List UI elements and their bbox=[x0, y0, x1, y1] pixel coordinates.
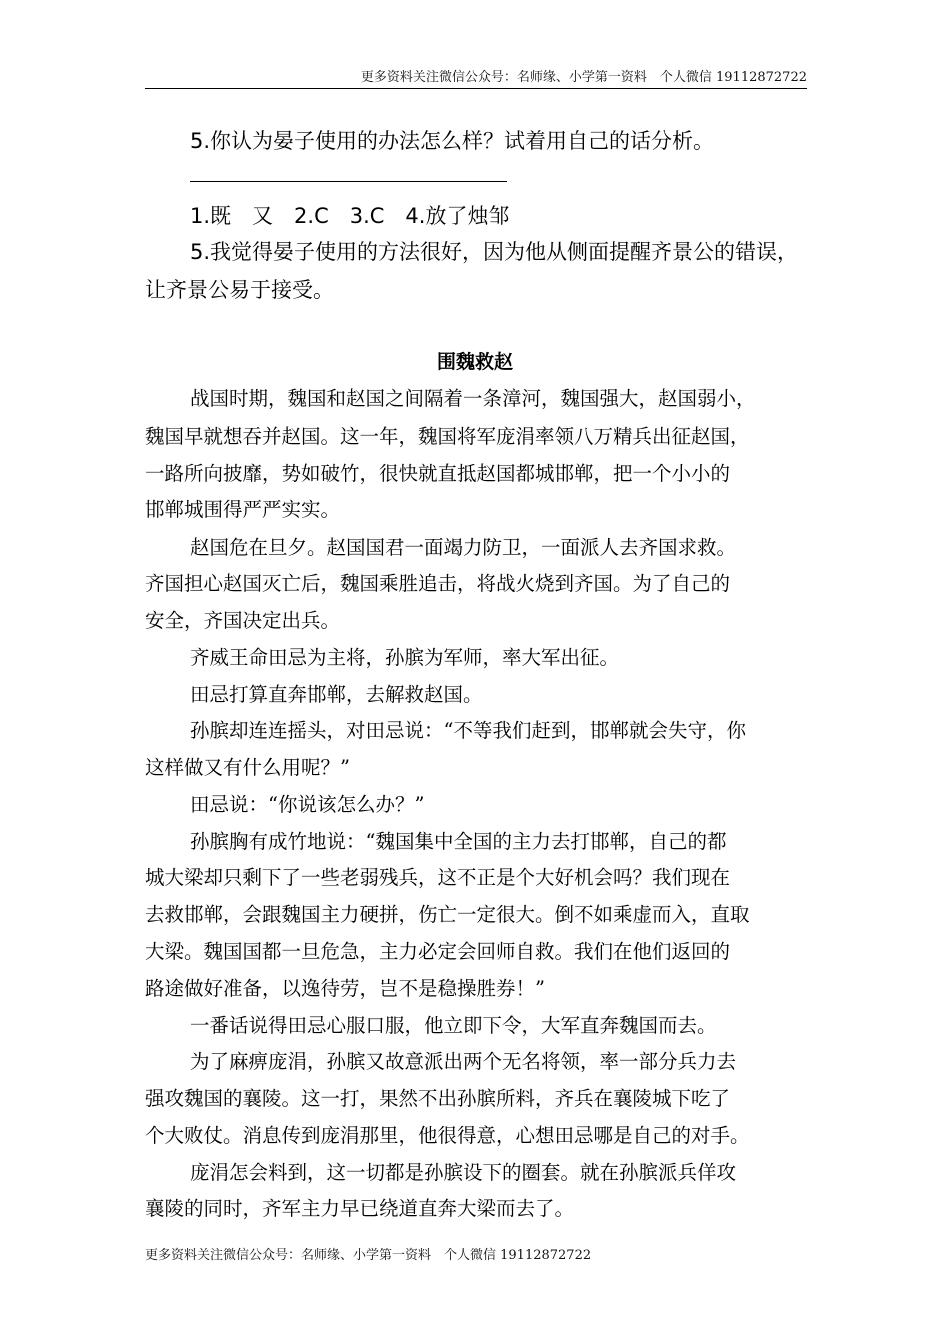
story-line: 孙膑却连连摇头，对田忌说：“不等我们赶到，邯郸就会失守，你 bbox=[190, 719, 746, 742]
story-line: 邯郸城围得严严实实。 bbox=[145, 498, 341, 521]
story-line: 一番话说得田忌心服口服，他立即下令，大军直奔魏国而去。 bbox=[190, 1014, 717, 1037]
story-line: 城大梁却只剩下了一些老弱残兵，这不正是个大好机会吗？我们现在 bbox=[145, 866, 731, 889]
header-text: 更多资料关注微信公众号：名师缘、小学第一资料 个人微信 19112872722 bbox=[360, 70, 807, 85]
story-line: 庞涓怎会料到，这一切都是孙膑设下的圈套。就在孙膑派兵佯攻 bbox=[190, 1161, 737, 1184]
question-5: 5.你认为晏子使用的办法怎么样？试着用自己的话分析。 bbox=[190, 129, 715, 153]
answer-blank-line bbox=[190, 181, 507, 182]
story-title: 围魏救赵 bbox=[436, 351, 513, 373]
story-line: 大梁。魏国国都一旦危急，主力必定会回师自救。我们在他们返回的 bbox=[145, 940, 731, 963]
page-footer: 更多资料关注微信公众号：名师缘、小学第一资料 个人微信 19112872722 bbox=[145, 1248, 592, 1263]
story-line: 魏国早就想吞并赵国。这一年，魏国将军庞涓率领八万精兵出征赵国， bbox=[145, 425, 750, 448]
story-line: 赵国危在旦夕。赵国国君一面竭力防卫，一面派人去齐国求救。 bbox=[190, 536, 737, 559]
story-line: 战国时期，魏国和赵国之间隔着一条漳河，魏国强大，赵国弱小， bbox=[190, 387, 756, 410]
story-line: 孙膑胸有成竹地说：“魏国集中全国的主力去打邯郸，自己的都 bbox=[190, 830, 727, 853]
story-line: 安全，齐国决定出兵。 bbox=[145, 609, 341, 632]
story-line: 一路所向披靡，势如破竹，很快就直抵赵国都城邯郸，把一个小小的 bbox=[145, 462, 731, 485]
story-line: 个大败仗。消息传到庞涓那里，他很得意，心想田忌哪是自己的对手。 bbox=[145, 1124, 750, 1147]
answers-1-4: 1.既 又 2.C 3.C 4.放了烛邹 bbox=[190, 204, 510, 228]
story-line: 襄陵的同时，齐军主力早已绕道直奔大梁而去了。 bbox=[145, 1197, 575, 1220]
story-line: 去救邯郸，会跟魏国主力硬拼，伤亡一定很大。倒不如乘虚而入，直取 bbox=[145, 903, 750, 926]
answer-5-line-1: 5.我觉得晏子使用的方法很好，因为他从侧面提醒齐景公的错误， bbox=[190, 240, 799, 264]
story-line: 齐国担心赵国灭亡后，魏国乘胜追击，将战火烧到齐国。为了自己的 bbox=[145, 572, 731, 595]
story-line: 强攻魏国的襄陵。这一打，果然不出孙膑所料，齐兵在襄陵城下吃了 bbox=[145, 1087, 731, 1110]
story-line: 这样做又有什么用呢？” bbox=[145, 756, 350, 779]
story-line: 齐威王命田忌为主将，孙膑为军师，率大军出征。 bbox=[190, 646, 620, 669]
story-line: 田忌打算直奔邯郸，去解救赵国。 bbox=[190, 683, 483, 706]
answer-5-line-2: 让齐景公易于接受。 bbox=[145, 278, 334, 302]
story-line: 路途做好准备，以逸待劳，岂不是稳操胜券！” bbox=[145, 977, 545, 1000]
page-header bbox=[145, 62, 807, 89]
story-line: 为了麻痹庞涓，孙膑又故意派出两个无名将领，率一部分兵力去 bbox=[190, 1050, 737, 1073]
story-line: 田忌说：“你说该怎么办？” bbox=[190, 793, 425, 816]
